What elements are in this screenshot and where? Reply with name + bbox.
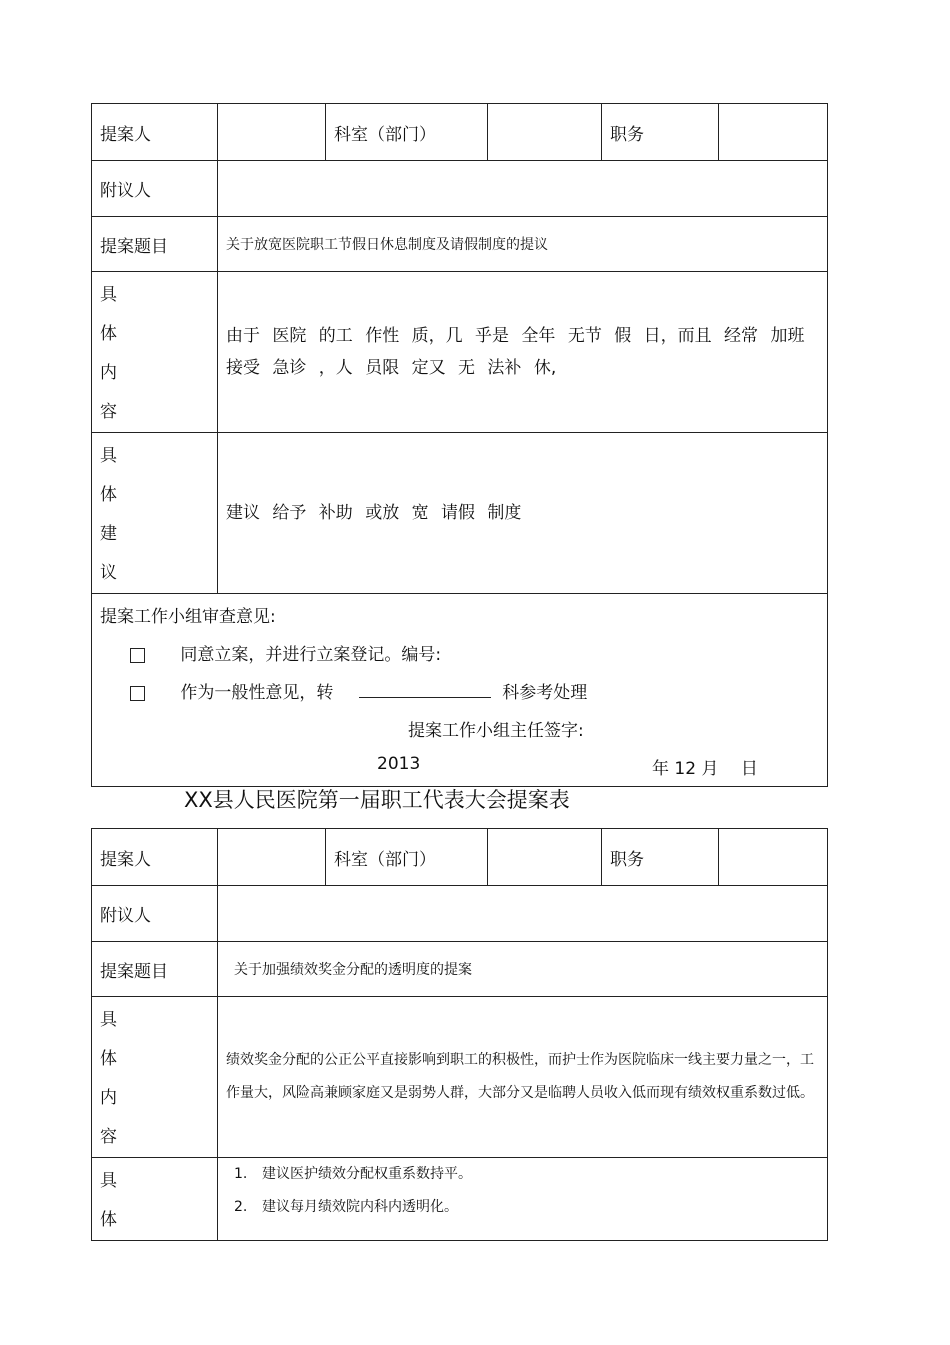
review-section	[92, 594, 828, 787]
cosigner-label: 附议人	[92, 886, 218, 942]
proposal-form-2	[91, 828, 828, 1241]
topic-label: 提案题目	[92, 942, 218, 997]
proposal-form-1	[91, 103, 828, 787]
proposer-label: 提案人	[92, 829, 218, 886]
list-item: 1. 建议医护绩效分配权重系数持平。	[234, 1166, 472, 1182]
cosigner-label: 附议人	[92, 161, 218, 217]
cosigner-field[interactable]	[218, 161, 828, 217]
list-item: 2. 建议每月绩效院内科内透明化。	[234, 1199, 458, 1215]
page-title: XX县人民医院第一届职工代表大会提案表	[184, 788, 570, 812]
suggestion-label: 具 体 建 议	[92, 433, 218, 594]
topic-value: 关于放宽医院职工节假日休息制度及请假制度的提议	[218, 217, 828, 272]
proposer-field[interactable]	[218, 104, 326, 161]
position-field[interactable]	[719, 104, 828, 161]
position-label: 职务	[602, 829, 719, 886]
review-year: 2013	[377, 754, 421, 774]
proposer-field[interactable]	[218, 829, 326, 886]
department-field[interactable]	[488, 829, 602, 886]
director-signature-label: 提案工作小组主任签字:	[408, 721, 584, 741]
position-label: 职务	[602, 104, 719, 161]
review-option-approve	[130, 640, 441, 665]
proposer-label: 提案人	[92, 104, 218, 161]
department-label: 科室（部门）	[326, 829, 488, 886]
department-field[interactable]	[488, 104, 602, 161]
topic-label: 提案题目	[92, 217, 218, 272]
suggestion-label: 具 体	[92, 1158, 218, 1241]
department-label: 科室（部门）	[326, 104, 488, 161]
approve-checkbox[interactable]	[130, 648, 145, 663]
general-text-pre: 作为一般性意见，转	[180, 683, 334, 703]
approve-text: 同意立案，并进行立案登记。编号:	[180, 645, 442, 665]
content-label: 具 体 内 容	[92, 272, 218, 433]
content-label: 具 体 内 容	[92, 997, 218, 1158]
cosigner-field[interactable]	[218, 886, 828, 942]
content-value: 绩效奖金分配的公正公平直接影响到职工的积极性，而护士作为医院临床一线主要力量之一，工作量大，风险高兼顾家庭又是弱势人群，大部分又是临聘人员收入低而现有绩效权重系数过低。	[218, 997, 828, 1158]
review-option-general	[130, 678, 587, 703]
suggestion-list	[218, 1158, 828, 1241]
position-field[interactable]	[719, 829, 828, 886]
content-value: 由于 医院 的工 作性 质，几 乎是 全年 无节 假 日，而且 经常 加班 接受 急诊 ，人 员限 定又 无 法补 休,	[218, 272, 828, 433]
general-text-post: 科参考处理	[502, 683, 588, 703]
suggestion-value: 建议 给予 补助 或放 宽 请假 制度	[218, 433, 828, 594]
topic-value: 关于加强绩效奖金分配的透明度的提案	[218, 942, 828, 997]
department-blank[interactable]	[359, 683, 491, 698]
review-date: 年 12 月 日	[652, 759, 758, 779]
review-heading: 提案工作小组审查意见:	[100, 607, 276, 627]
general-checkbox[interactable]	[130, 686, 145, 701]
